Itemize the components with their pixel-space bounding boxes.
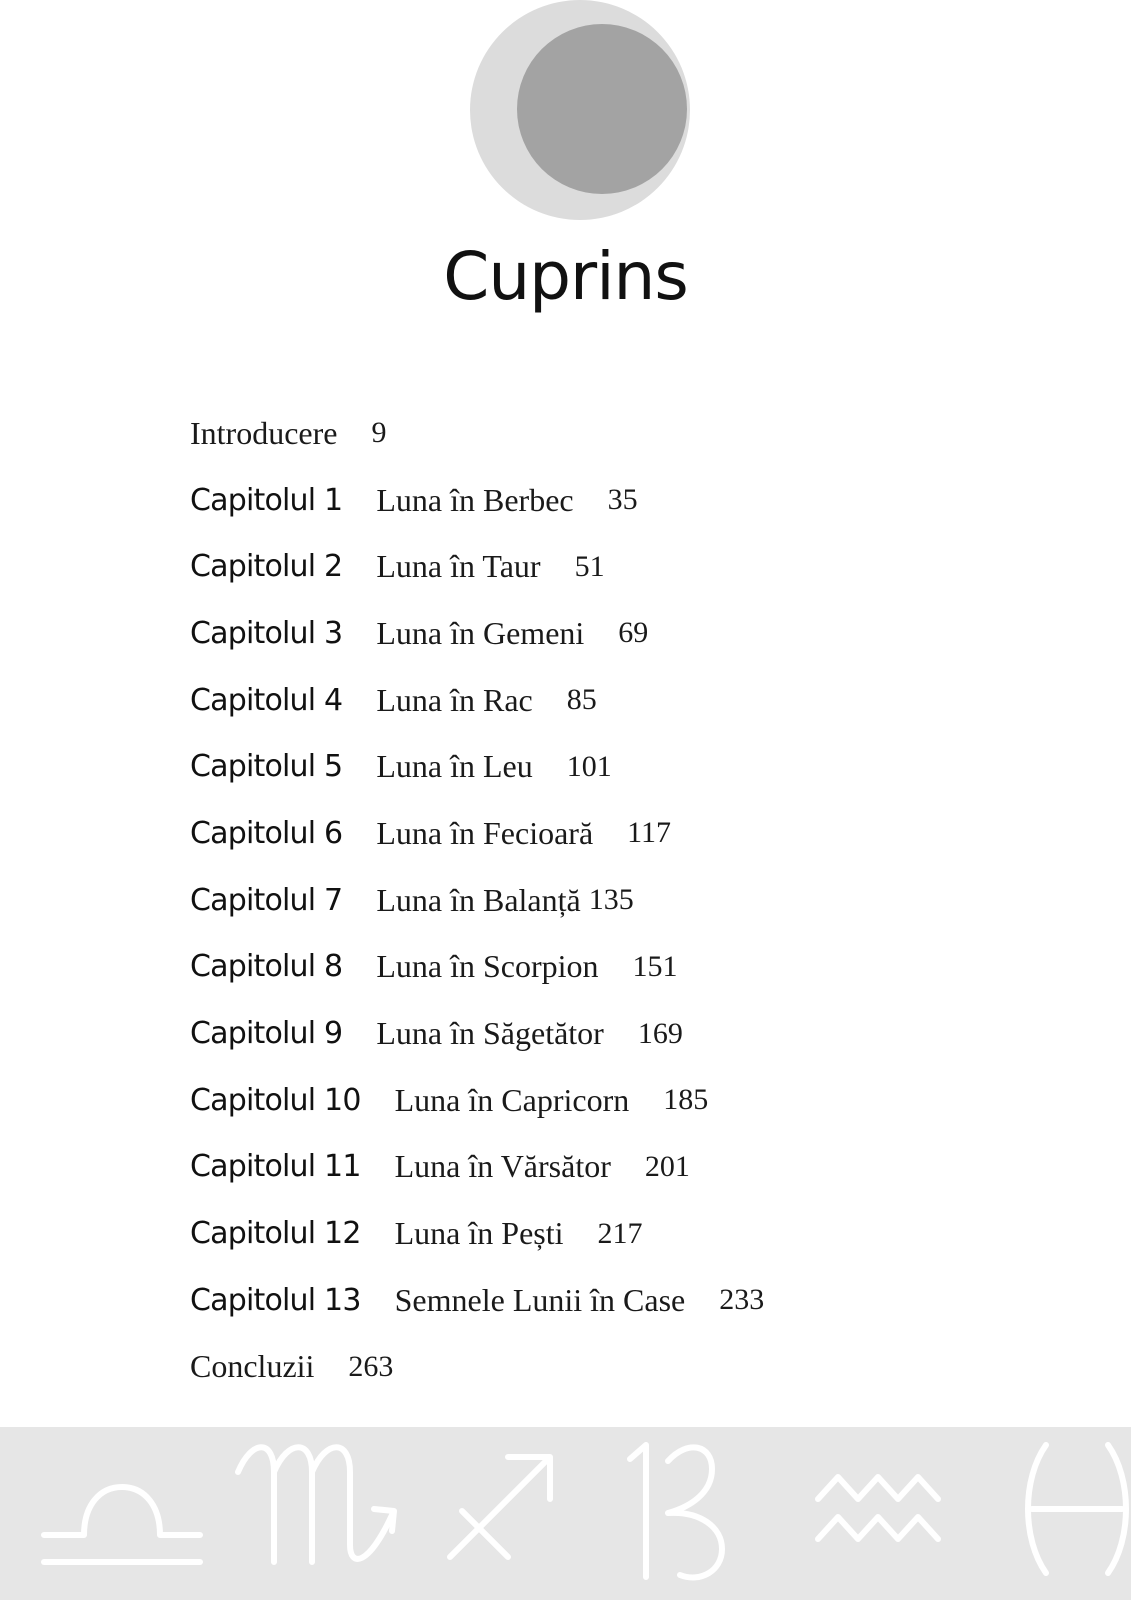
toc-entry-title: Luna în Berbec: [376, 481, 574, 518]
table-of-contents: [190, 400, 764, 1400]
toc-page-number: 69: [618, 616, 649, 650]
toc-row-chapter-9[interactable]: [190, 1000, 764, 1067]
toc-chapter-label: Capitolul 5: [190, 749, 343, 785]
toc-page-number: 35: [607, 483, 638, 517]
toc-entry-title: Luna în Taur: [376, 548, 541, 585]
toc-chapter-label: Capitolul 2: [190, 549, 343, 585]
toc-chapter-label: Capitolul 6: [190, 815, 343, 851]
toc-entry-title: Luna în Săgetător: [376, 1015, 604, 1052]
toc-page-number: 9: [371, 416, 387, 450]
toc-row-introduction[interactable]: [190, 400, 764, 467]
toc-entry-title: Semnele Lunii în Case: [394, 1281, 686, 1318]
toc-entry-title: Luna în Vărsător: [394, 1148, 611, 1185]
toc-row-chapter-2[interactable]: [190, 533, 764, 600]
toc-row-chapter-4[interactable]: [190, 667, 764, 734]
toc-entry-title: Introducere: [190, 414, 338, 451]
page-title: Cuprins: [443, 238, 688, 315]
moon-inner-disc: [517, 24, 687, 194]
toc-row-chapter-12[interactable]: [190, 1200, 764, 1267]
toc-chapter-label: Capitolul 8: [190, 949, 343, 985]
toc-chapter-label: Capitolul 9: [190, 1016, 343, 1052]
toc-page-number: 151: [632, 949, 678, 983]
toc-entry-title: Concluzii: [190, 1348, 315, 1385]
toc-row-conclusion[interactable]: [190, 1334, 764, 1401]
toc-page-number: 233: [719, 1283, 765, 1317]
toc-row-chapter-3[interactable]: [190, 600, 764, 667]
toc-row-chapter-11[interactable]: [190, 1134, 764, 1201]
toc-page-number: 263: [348, 1349, 394, 1383]
toc-chapter-label: Capitolul 3: [190, 615, 343, 651]
toc-chapter-label: Capitolul 11: [190, 1149, 361, 1185]
toc-entry-title: Luna în Scorpion: [376, 948, 599, 985]
toc-chapter-label: Capitolul 1: [190, 482, 343, 518]
toc-page-number: 201: [644, 1149, 690, 1183]
libra-icon: [44, 1487, 200, 1562]
aquarius-icon: [818, 1477, 938, 1539]
toc-row-chapter-6[interactable]: [190, 800, 764, 867]
toc-row-chapter-1[interactable]: [190, 467, 764, 534]
toc-chapter-label: Capitolul 10: [190, 1082, 361, 1118]
toc-chapter-label: Capitolul 12: [190, 1216, 361, 1252]
toc-page-number: 217: [597, 1216, 643, 1250]
crescent-moon-icon: [468, 0, 690, 220]
toc-entry-title: Luna în Fecioară: [376, 814, 594, 851]
toc-page-number: 51: [574, 549, 605, 583]
toc-entry-title: Luna în Capricorn: [394, 1081, 630, 1118]
toc-chapter-label: Capitolul 4: [190, 682, 343, 718]
toc-page-number: 135: [588, 883, 634, 917]
toc-row-chapter-10[interactable]: [190, 1067, 764, 1134]
toc-page-number: 185: [663, 1083, 709, 1117]
capricorn-icon: [630, 1445, 722, 1577]
toc-page-number: 101: [566, 749, 612, 783]
toc-chapter-label: Capitolul 13: [190, 1282, 361, 1318]
toc-entry-title: Luna în Leu: [376, 748, 533, 785]
toc-entry-title: Luna în Rac: [376, 681, 533, 718]
toc-row-chapter-5[interactable]: [190, 733, 764, 800]
toc-chapter-label: Capitolul 7: [190, 882, 343, 918]
scorpio-icon: [238, 1447, 394, 1562]
toc-page-number: 169: [637, 1016, 683, 1050]
toc-entry-title: Luna în Balanță: [376, 881, 581, 918]
toc-row-chapter-8[interactable]: [190, 934, 764, 1001]
toc-row-chapter-7[interactable]: [190, 867, 764, 934]
zodiac-band: [0, 1427, 1131, 1600]
toc-entry-title: Luna în Gemeni: [376, 614, 585, 651]
sagittarius-icon: [450, 1457, 550, 1557]
toc-entry-title: Luna în Pești: [394, 1215, 564, 1252]
toc-page-number: 117: [627, 816, 672, 850]
toc-row-chapter-13[interactable]: [190, 1267, 764, 1334]
pisces-icon: [1028, 1445, 1126, 1573]
toc-page-number: 85: [566, 683, 597, 717]
